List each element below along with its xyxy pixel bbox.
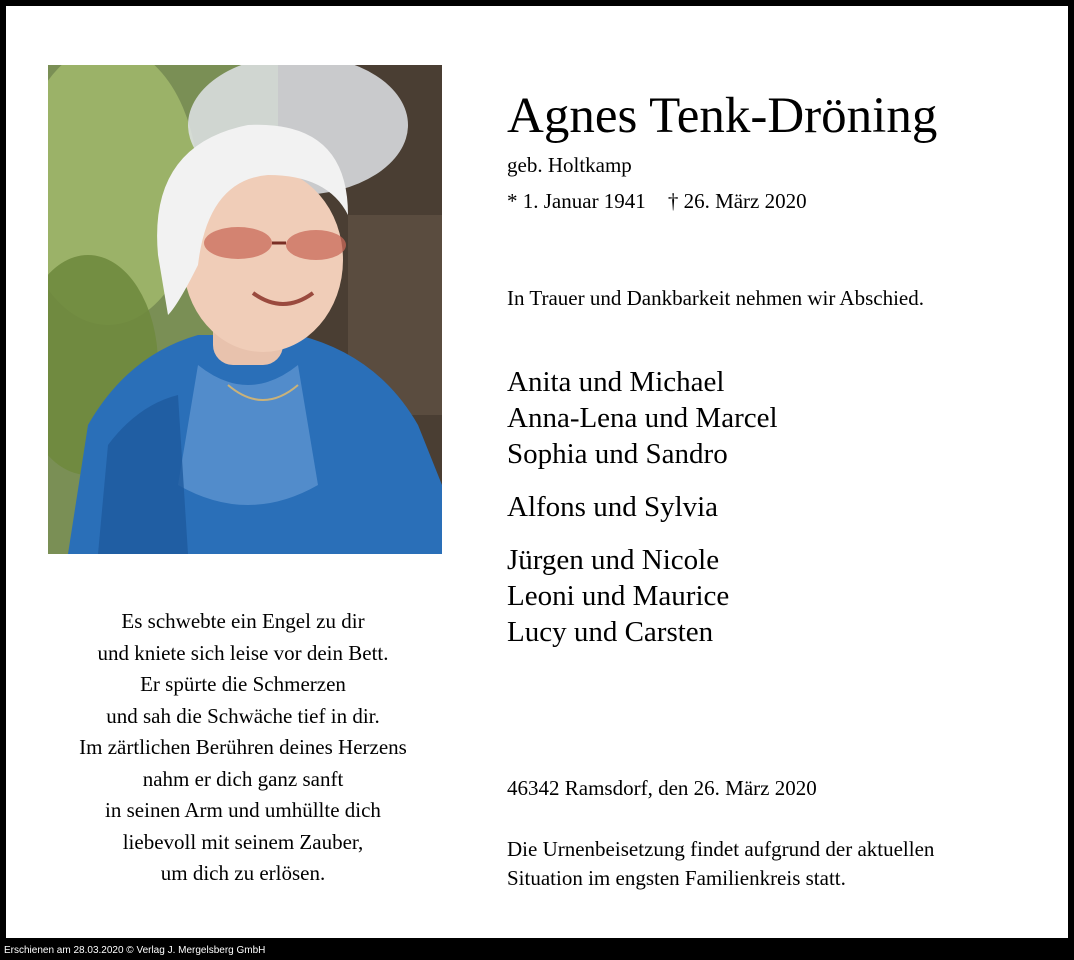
mourner-name: Anna-Lena und Marcel [507,402,778,434]
mourner-name: Lucy und Carsten [507,616,714,648]
poem-line: und sah die Schwäche tief in dir. [106,703,380,728]
poem-line: Es schwebte ein Engel zu dir [121,609,365,633]
family-group [507,364,778,472]
maiden-name: geb. Holtkamp [507,153,632,177]
mourner-name: Jürgen und Nicole [507,544,720,576]
publication-footer: Erschienen am 28.03.2020 © Verlag J. Mergelsberg GmbH [4,945,266,956]
obituary-card [6,6,1068,938]
mourner-name: Anita und Michael [507,366,725,398]
family-group [507,489,778,525]
poem-line: liebevoll mit seinem Zauber, [122,829,364,854]
life-dates [507,187,807,215]
place-and-date: 46342 Ramsdorf, den 26. März 2020 [507,776,817,800]
mourner-name: Sophia und Sandro [507,438,728,470]
mourner-name: Leoni und Maurice [507,580,730,612]
poem-line: und kniete sich leise vor dein Bett. [97,640,389,665]
poem-line: in seinen Arm und umhüllte dich [105,798,381,822]
family-group [507,542,778,650]
mourners-list [507,364,778,667]
poem-line: Er spürte die Schmerzen [140,672,346,696]
birth-date: * 1. Januar 1941 [507,189,646,213]
poem-line: nahm er dich ganz sanft [142,766,344,791]
portrait-photo [48,65,442,554]
mourner-name: Alfons und Sylvia [507,491,719,523]
burial-note [507,835,1047,893]
death-date: † 26. März 2020 [667,189,807,213]
poem-line: um dich zu erlösen. [160,861,326,885]
poem [36,606,450,890]
farewell-text: In Trauer und Dankbarkeit nehmen wir Abschied. [507,286,924,310]
deceased-name: Agnes Tenk-Dröning [507,88,938,144]
note-line: Die Urnenbeisetzung findet aufgrund der aktuellen [507,837,935,861]
poem-line: Im zärtlichen Berühren deines Herzens [79,735,407,759]
note-line: Situation im engsten Familienkreis statt. [507,866,846,890]
